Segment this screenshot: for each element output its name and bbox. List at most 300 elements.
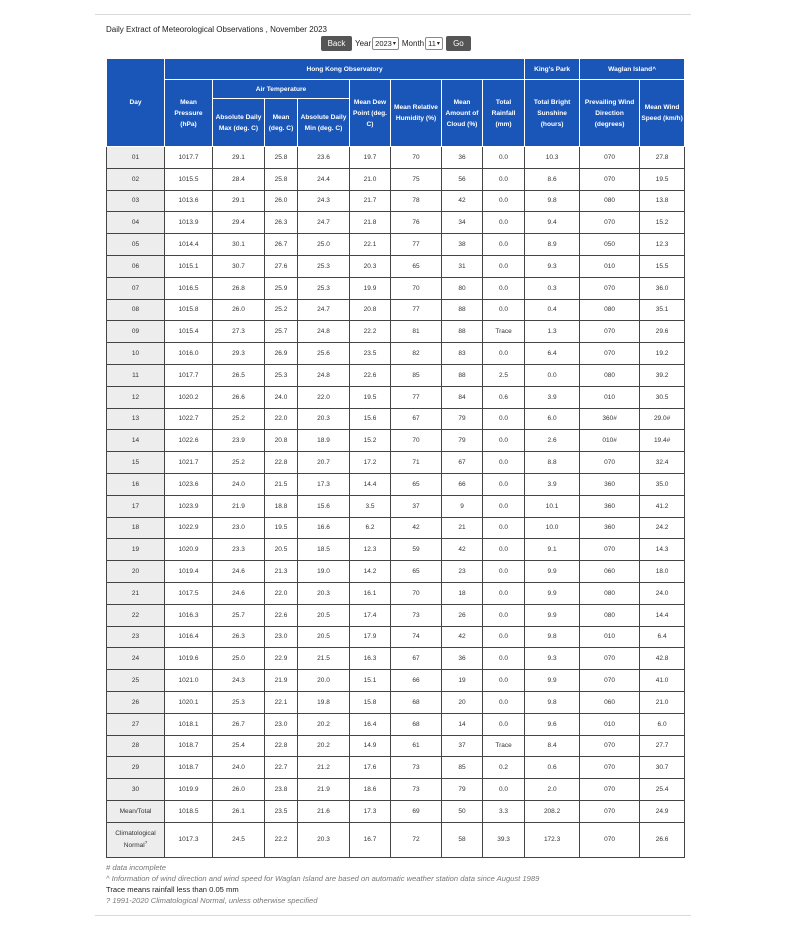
table-cell: 29.0# <box>640 408 685 430</box>
table-cell: 30.7 <box>213 255 265 277</box>
day-cell: 20 <box>107 561 165 583</box>
table-cell: 6.2 <box>350 517 391 539</box>
table-row <box>107 234 685 256</box>
table-cell: 13.8 <box>640 190 685 212</box>
table-cell: 0.0 <box>483 452 525 474</box>
day-cell: 05 <box>107 234 165 256</box>
table-cell: 85 <box>391 364 442 386</box>
table-cell: 20.5 <box>298 604 350 626</box>
table-cell: 29.6 <box>640 321 685 343</box>
top-divider <box>95 14 691 15</box>
day-cell: 21 <box>107 582 165 604</box>
table-cell: 070 <box>580 321 640 343</box>
table-cell: 77 <box>391 299 442 321</box>
table-cell: 0.0 <box>483 626 525 648</box>
table-cell: 16.4 <box>350 713 391 735</box>
table-cell: 29.4 <box>213 212 265 234</box>
table-cell: 25.0 <box>298 234 350 256</box>
table-cell: 20.7 <box>298 452 350 474</box>
table-cell: 81 <box>391 321 442 343</box>
table-cell: 83 <box>442 343 483 365</box>
table-cell: 1017.3 <box>165 822 213 857</box>
table-cell: 26.0 <box>213 779 265 801</box>
table-cell: 23.6 <box>298 147 350 169</box>
table-cell: 1022.9 <box>165 517 213 539</box>
table-cell: 0.0 <box>483 255 525 277</box>
table-cell: 15.8 <box>350 691 391 713</box>
table-cell: 8.4 <box>525 735 580 757</box>
table-cell: 20.5 <box>298 626 350 648</box>
table-cell: 1020.2 <box>165 386 213 408</box>
table-cell: 1021.7 <box>165 452 213 474</box>
table-cell: 6.4 <box>525 343 580 365</box>
table-cell: 77 <box>391 386 442 408</box>
table-cell: 73 <box>391 757 442 779</box>
table-row <box>107 473 685 495</box>
table-cell: 25.4 <box>213 735 265 757</box>
table-cell: 25.2 <box>213 452 265 474</box>
table-cell: 22.9 <box>265 648 298 670</box>
table-cell: 0.0 <box>483 517 525 539</box>
table-cell: 0.0 <box>483 539 525 561</box>
table-cell: 19 <box>442 670 483 692</box>
table-cell: 79 <box>442 408 483 430</box>
table-cell: 61 <box>391 735 442 757</box>
table-cell: 9.8 <box>525 691 580 713</box>
table-cell: 0.0 <box>483 561 525 583</box>
table-cell: 21.9 <box>265 670 298 692</box>
month-select[interactable] <box>425 37 443 50</box>
table-cell: 56 <box>442 168 483 190</box>
table-cell: 0.0 <box>483 582 525 604</box>
table-cell: 010 <box>580 255 640 277</box>
table-cell: 67 <box>391 408 442 430</box>
table-cell: 22.8 <box>265 735 298 757</box>
header-waglan: Waglan Island^ <box>580 59 685 80</box>
table-cell: 1022.6 <box>165 430 213 452</box>
table-cell: 1016.4 <box>165 626 213 648</box>
table-cell: 39.3 <box>483 822 525 857</box>
table-row <box>107 321 685 343</box>
table-row <box>107 648 685 670</box>
table-cell: 16.3 <box>350 648 391 670</box>
table-cell: 21.8 <box>350 212 391 234</box>
table-cell: 18.5 <box>298 539 350 561</box>
table-cell: 15.2 <box>350 430 391 452</box>
table-cell: 27.3 <box>213 321 265 343</box>
header-humidity: Mean Relative Humidity (%) <box>391 80 442 147</box>
table-cell: 19.7 <box>350 147 391 169</box>
table-cell: 19.5 <box>640 168 685 190</box>
table-cell: 25.7 <box>265 321 298 343</box>
table-cell: 68 <box>391 713 442 735</box>
table-cell: 23.5 <box>265 800 298 822</box>
table-cell: 22.0 <box>265 408 298 430</box>
table-cell: 22.2 <box>350 321 391 343</box>
table-cell: 16.1 <box>350 582 391 604</box>
table-cell: 17.3 <box>350 800 391 822</box>
table-cell: 24.5 <box>213 822 265 857</box>
table-cell: 0.0 <box>483 604 525 626</box>
table-row <box>107 604 685 626</box>
table-row <box>107 408 685 430</box>
table-cell: 1018.5 <box>165 800 213 822</box>
table-cell: 70 <box>391 430 442 452</box>
table-cell: 24.6 <box>213 582 265 604</box>
day-cell: 06 <box>107 255 165 277</box>
table-cell: 42 <box>442 626 483 648</box>
table-cell: 1023.9 <box>165 495 213 517</box>
table-cell: 27.8 <box>640 147 685 169</box>
table-cell: 0.0 <box>483 212 525 234</box>
month-value: 11 <box>428 39 436 48</box>
table-cell: 36.0 <box>640 277 685 299</box>
note-waglan: ^ Information of wind direction and wind speed for Waglan Island are based on automatic weather station data since August 1989 <box>106 874 540 883</box>
table-cell: 3.3 <box>483 800 525 822</box>
table-cell: 080 <box>580 582 640 604</box>
table-cell: 32.4 <box>640 452 685 474</box>
table-row <box>107 735 685 757</box>
table-cell: 0.0 <box>483 473 525 495</box>
table-cell: 26.0 <box>265 190 298 212</box>
table-cell: 2.0 <box>525 779 580 801</box>
table-cell: 080 <box>580 604 640 626</box>
table-cell: 18 <box>442 582 483 604</box>
table-cell: 65 <box>391 473 442 495</box>
table-cell: 25.2 <box>265 299 298 321</box>
table-cell: 070 <box>580 648 640 670</box>
table-cell: 8.6 <box>525 168 580 190</box>
table-cell: 42 <box>442 539 483 561</box>
table-cell: 070 <box>580 822 640 857</box>
table-cell: 1017.5 <box>165 582 213 604</box>
table-cell: 18.8 <box>265 495 298 517</box>
table-cell: 24.4 <box>298 168 350 190</box>
table-cell: 20.8 <box>350 299 391 321</box>
day-cell: 28 <box>107 735 165 757</box>
table-cell: 0.0 <box>483 670 525 692</box>
table-row <box>107 713 685 735</box>
table-cell: 26.8 <box>213 277 265 299</box>
header-mean-temp: Mean (deg. C) <box>265 99 298 147</box>
table-cell: 9.6 <box>525 713 580 735</box>
table-cell: 74 <box>391 626 442 648</box>
table-cell: 360# <box>580 408 640 430</box>
table-cell: 69 <box>391 800 442 822</box>
go-button[interactable]: Go <box>446 36 471 51</box>
table-cell: 21.0 <box>350 168 391 190</box>
table-cell: 20.2 <box>298 735 350 757</box>
table-cell: 21.3 <box>265 561 298 583</box>
table-cell: 66 <box>391 670 442 692</box>
table-cell: 82 <box>391 343 442 365</box>
table-cell: 77 <box>391 234 442 256</box>
table-cell: 23.0 <box>265 626 298 648</box>
table-cell: 12.3 <box>640 234 685 256</box>
table-cell: 17.4 <box>350 604 391 626</box>
table-cell: 0.6 <box>525 757 580 779</box>
table-row <box>107 364 685 386</box>
day-cell: 12 <box>107 386 165 408</box>
table-cell: 1023.6 <box>165 473 213 495</box>
table-cell: 70 <box>391 582 442 604</box>
day-cell: 04 <box>107 212 165 234</box>
table-row <box>107 452 685 474</box>
header-hko: Hong Kong Observatory <box>165 59 525 80</box>
table-cell: 16.6 <box>298 517 350 539</box>
note-incomplete: # data incomplete <box>106 863 166 872</box>
table-cell: 42.8 <box>640 648 685 670</box>
table-cell: 30.5 <box>640 386 685 408</box>
day-cell: 14 <box>107 430 165 452</box>
table-cell: 010 <box>580 626 640 648</box>
table-cell: 0.6 <box>483 386 525 408</box>
mean-total-label: Mean/Total <box>107 800 165 822</box>
day-cell: 18 <box>107 517 165 539</box>
table-cell: 1.3 <box>525 321 580 343</box>
table-cell: 23.8 <box>265 779 298 801</box>
table-cell: 26.3 <box>213 626 265 648</box>
table-cell: 34 <box>442 212 483 234</box>
table-cell: 070 <box>580 779 640 801</box>
table-cell: 17.3 <box>298 473 350 495</box>
chevron-down-icon: ▾ <box>392 41 396 47</box>
table-cell: 23.0 <box>213 517 265 539</box>
table-cell: 1015.4 <box>165 321 213 343</box>
table-cell: 26.1 <box>213 800 265 822</box>
table-cell: 24.0 <box>640 582 685 604</box>
table-cell: 070 <box>580 168 640 190</box>
year-label: Year <box>355 39 372 48</box>
table-cell: 080 <box>580 190 640 212</box>
table-cell: 0.0 <box>483 343 525 365</box>
table-cell: 9.3 <box>525 648 580 670</box>
footnotes <box>106 862 539 906</box>
table-cell: 41.0 <box>640 670 685 692</box>
table-cell: 20.3 <box>298 582 350 604</box>
table-cell: 59 <box>391 539 442 561</box>
table-cell: 23.0 <box>265 713 298 735</box>
table-cell: 28.4 <box>213 168 265 190</box>
table-cell: 22.2 <box>265 822 298 857</box>
table-cell: Trace <box>483 321 525 343</box>
table-cell: 070 <box>580 539 640 561</box>
table-cell: 70 <box>391 277 442 299</box>
table-row <box>107 147 685 169</box>
table-cell: 22.7 <box>265 757 298 779</box>
table-row <box>107 561 685 583</box>
day-cell: 10 <box>107 343 165 365</box>
table-cell: 9.9 <box>525 561 580 583</box>
year-select[interactable] <box>372 37 399 50</box>
table-cell: 1018.7 <box>165 757 213 779</box>
table-cell: 9.8 <box>525 190 580 212</box>
table-cell: 36 <box>442 147 483 169</box>
table-cell: 1017.7 <box>165 364 213 386</box>
table-row <box>107 670 685 692</box>
table-cell: 6.4 <box>640 626 685 648</box>
table-cell: 080 <box>580 364 640 386</box>
table-cell: 26.0 <box>213 299 265 321</box>
back-button[interactable]: Back <box>321 36 352 51</box>
table-cell: 1018.7 <box>165 735 213 757</box>
table-row <box>107 582 685 604</box>
table-cell: 26.7 <box>213 713 265 735</box>
table-cell: 58 <box>442 822 483 857</box>
table-cell: 1015.5 <box>165 168 213 190</box>
table-cell: 29.1 <box>213 147 265 169</box>
table-cell: 9.8 <box>525 626 580 648</box>
table-cell: 20.0 <box>298 670 350 692</box>
day-cell: 24 <box>107 648 165 670</box>
table-cell: 0.0 <box>483 430 525 452</box>
table-cell: 1013.9 <box>165 212 213 234</box>
table-cell: 78 <box>391 190 442 212</box>
table-cell: 9.1 <box>525 539 580 561</box>
table-cell: 29.1 <box>213 190 265 212</box>
table-row <box>107 517 685 539</box>
table-cell: 25.3 <box>298 255 350 277</box>
table-cell: 9.9 <box>525 604 580 626</box>
header-rainfall: Total Rainfall (mm) <box>483 80 525 147</box>
table-cell: 14.9 <box>350 735 391 757</box>
table-cell: 20.2 <box>298 713 350 735</box>
table-row <box>107 386 685 408</box>
table-cell: 22.1 <box>265 691 298 713</box>
table-cell: 67 <box>391 648 442 670</box>
table-cell: 71 <box>391 452 442 474</box>
table-cell: 19.5 <box>350 386 391 408</box>
table-cell: 070 <box>580 343 640 365</box>
table-cell: 26.9 <box>265 343 298 365</box>
day-cell: 09 <box>107 321 165 343</box>
table-cell: 24.0 <box>213 473 265 495</box>
table-cell: 8.9 <box>525 234 580 256</box>
table-cell: 79 <box>442 779 483 801</box>
table-cell: 360 <box>580 473 640 495</box>
year-value: 2023 <box>375 39 392 48</box>
table-cell: 0.0 <box>483 234 525 256</box>
table-cell: 070 <box>580 757 640 779</box>
table-cell: 24.9 <box>640 800 685 822</box>
table-cell: 14.4 <box>640 604 685 626</box>
table-cell: 70 <box>391 147 442 169</box>
table-cell: 1015.8 <box>165 299 213 321</box>
table-cell: 1020.9 <box>165 539 213 561</box>
header-sunshine: Total Bright Sunshine (hours) <box>525 80 580 147</box>
table-cell: 208.2 <box>525 800 580 822</box>
day-cell: 25 <box>107 670 165 692</box>
table-cell: 6.0 <box>525 408 580 430</box>
header-day: Day <box>107 59 165 147</box>
page-title: Daily Extract of Meteorological Observations , November 2023 <box>106 25 327 34</box>
day-cell: 19 <box>107 539 165 561</box>
table-cell: 070 <box>580 452 640 474</box>
table-cell: 25.7 <box>213 604 265 626</box>
table-cell: 1016.0 <box>165 343 213 365</box>
table-cell: 17.2 <box>350 452 391 474</box>
table-cell: 18.0 <box>640 561 685 583</box>
table-cell: 20.5 <box>265 539 298 561</box>
table-cell: 22.8 <box>265 452 298 474</box>
table-cell: 1016.3 <box>165 604 213 626</box>
table-cell: 30.1 <box>213 234 265 256</box>
period-controls <box>321 36 471 51</box>
header-wind-speed: Mean Wind Speed (km/h) <box>640 80 685 147</box>
table-cell: 9.9 <box>525 670 580 692</box>
table-cell: Trace <box>483 735 525 757</box>
table-cell: 84 <box>442 386 483 408</box>
table-cell: 20.3 <box>298 408 350 430</box>
table-cell: 31 <box>442 255 483 277</box>
table-cell: 85 <box>442 757 483 779</box>
observations-table <box>106 58 685 858</box>
table-cell: 0.0 <box>483 779 525 801</box>
table-cell: 26.6 <box>640 822 685 857</box>
table-cell: 0.2 <box>483 757 525 779</box>
table-cell: 18.9 <box>298 430 350 452</box>
header-mean-pressure: Mean Pressure (hPa) <box>165 80 213 147</box>
table-cell: 35.0 <box>640 473 685 495</box>
table-cell: 26.5 <box>213 364 265 386</box>
table-cell: 25.0 <box>213 648 265 670</box>
table-cell: 14.3 <box>640 539 685 561</box>
day-cell: 23 <box>107 626 165 648</box>
table-cell: 67 <box>442 452 483 474</box>
table-cell: 9.3 <box>525 255 580 277</box>
table-cell: 070 <box>580 277 640 299</box>
table-cell: 20.3 <box>350 255 391 277</box>
table-row <box>107 343 685 365</box>
table-cell: 8.8 <box>525 452 580 474</box>
table-cell: 0.0 <box>483 408 525 430</box>
table-row <box>107 495 685 517</box>
table-cell: 360 <box>580 517 640 539</box>
day-cell: 27 <box>107 713 165 735</box>
table-cell: 14 <box>442 713 483 735</box>
table-cell: 1013.6 <box>165 190 213 212</box>
day-cell: 03 <box>107 190 165 212</box>
climatological-normal-row <box>107 822 685 857</box>
table-row <box>107 757 685 779</box>
table-cell: 25.4 <box>640 779 685 801</box>
table-cell: 23.9 <box>213 430 265 452</box>
table-cell: 20.3 <box>298 822 350 857</box>
mean-total-row <box>107 800 685 822</box>
table-cell: 35.1 <box>640 299 685 321</box>
table-cell: 65 <box>391 255 442 277</box>
table-cell: 26.7 <box>265 234 298 256</box>
header-abs-min: Absolute Daily Min (deg. C) <box>298 99 350 147</box>
table-cell: 21.9 <box>213 495 265 517</box>
table-cell: 26.3 <box>265 212 298 234</box>
day-cell: 15 <box>107 452 165 474</box>
table-cell: 24.7 <box>298 299 350 321</box>
table-cell: 24.3 <box>298 190 350 212</box>
day-cell: 07 <box>107 277 165 299</box>
table-cell: 21.2 <box>298 757 350 779</box>
header-air-temperature: Air Temperature <box>213 80 350 99</box>
table-cell: 1019.4 <box>165 561 213 583</box>
table-cell: 75 <box>391 168 442 190</box>
table-cell: 14.4 <box>350 473 391 495</box>
table-cell: 070 <box>580 147 640 169</box>
table-cell: 6.0 <box>640 713 685 735</box>
table-cell: 0.0 <box>483 168 525 190</box>
table-cell: 070 <box>580 735 640 757</box>
table-row <box>107 779 685 801</box>
table-cell: 73 <box>391 604 442 626</box>
